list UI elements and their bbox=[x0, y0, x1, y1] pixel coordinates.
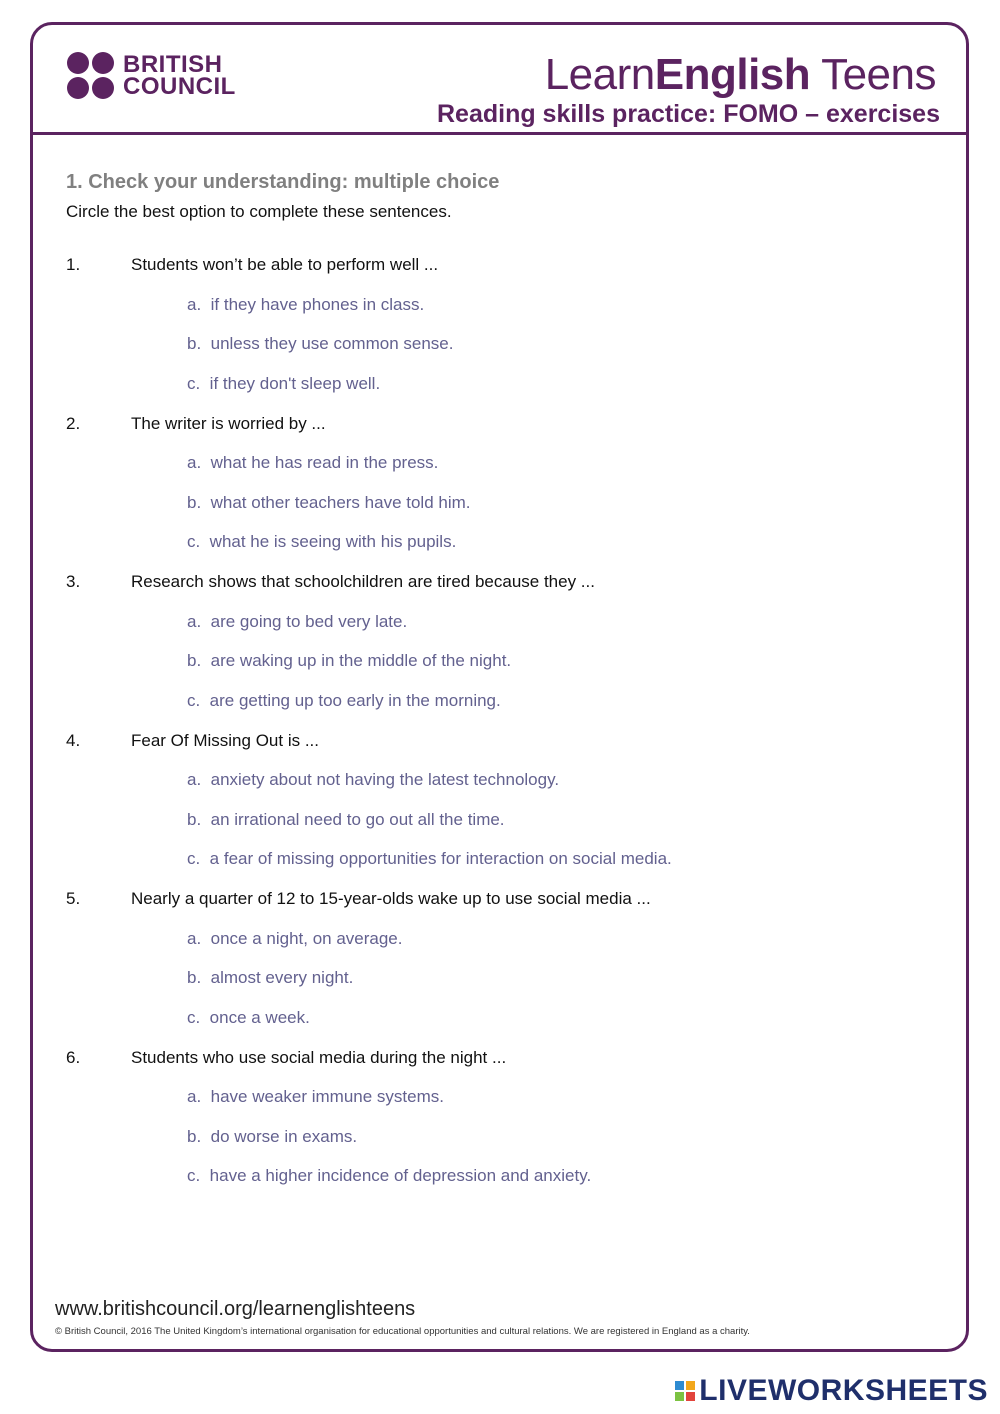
brand-teens: Teens bbox=[810, 50, 936, 99]
question-3-option-a[interactable]: a. are going to bed very late. bbox=[187, 611, 408, 631]
question-1-option-b[interactable]: b. unless they use common sense. bbox=[187, 334, 454, 353]
liveworksheets-text: LIVEWORKSHEETS bbox=[699, 1374, 988, 1407]
question-number: 2. bbox=[66, 413, 81, 433]
question-3-option-b[interactable]: b. are waking up in the middle of the night. bbox=[187, 651, 512, 670]
question-4 bbox=[66, 731, 319, 751]
question-6 bbox=[66, 1048, 506, 1068]
question-1 bbox=[66, 255, 438, 275]
question-number: 5. bbox=[66, 889, 81, 908]
question-3-option-c[interactable]: c. are getting up too early in the morning. bbox=[187, 690, 501, 710]
british-council-logo bbox=[67, 52, 236, 100]
question-number: 4. bbox=[66, 730, 81, 750]
british-council-dots-icon bbox=[67, 52, 115, 100]
question-4-option-a[interactable]: a. anxiety about not having the latest technology. bbox=[187, 770, 560, 789]
question-text: Students who use social media during the night ... bbox=[131, 1047, 507, 1067]
org-line-2: COUNCIL bbox=[123, 73, 236, 100]
question-text: Students won’t be able to perform well ... bbox=[131, 255, 439, 274]
question-5-option-a[interactable]: a. once a night, on average. bbox=[187, 928, 403, 948]
question-2-option-b[interactable]: b. what other teachers have told him. bbox=[187, 492, 471, 512]
question-5 bbox=[66, 889, 651, 909]
question-text: Fear Of Missing Out is ... bbox=[131, 730, 319, 750]
question-number: 3. bbox=[66, 572, 81, 591]
question-6-option-b[interactable]: b. do worse in exams. bbox=[187, 1126, 358, 1146]
copyright-notice: © British Council, 2016 The United Kingdom’s international organisation for educational opportunities and cultural relations. We are registered in England as a charity. bbox=[55, 1326, 750, 1337]
question-text: Nearly a quarter of 12 to 15-year-olds wake up to use social media ... bbox=[131, 889, 651, 908]
question-4-option-c[interactable]: c. a fear of missing opportunities for interaction on social media. bbox=[187, 849, 672, 868]
question-1-option-c[interactable]: c. if they don't sleep well. bbox=[187, 373, 381, 393]
british-council-wordmark bbox=[123, 51, 236, 100]
liveworksheets-icon bbox=[675, 1381, 695, 1401]
document-title: Reading skills practice: FOMO – exercises bbox=[436, 100, 940, 128]
question-2-option-a[interactable]: a. what he has read in the press. bbox=[187, 453, 439, 472]
question-2 bbox=[66, 414, 326, 434]
liveworksheets-watermark bbox=[675, 1374, 988, 1408]
question-6-option-a[interactable]: a. have weaker immune systems. bbox=[187, 1087, 444, 1106]
section-heading: 1. Check your understanding: multiple choice bbox=[66, 171, 500, 193]
question-text: The writer is worried by ... bbox=[131, 413, 326, 433]
header-divider bbox=[33, 132, 969, 135]
question-3 bbox=[66, 572, 595, 592]
question-6-option-c[interactable]: c. have a higher incidence of depression and anxiety. bbox=[187, 1166, 592, 1185]
org-line-1: BRITISH bbox=[123, 51, 223, 78]
question-text: Research shows that schoolchildren are tired because they ... bbox=[131, 572, 595, 591]
question-2-option-c[interactable]: c. what he is seeing with his pupils. bbox=[187, 532, 457, 551]
question-5-option-b[interactable]: b. almost every night. bbox=[187, 968, 354, 987]
question-number: 1. bbox=[66, 255, 81, 274]
brand-learn: Learn bbox=[544, 50, 655, 99]
question-4-option-b[interactable]: b. an irrational need to go out all the time. bbox=[187, 809, 505, 829]
learnenglish-teens-logo bbox=[545, 50, 936, 100]
question-5-option-c[interactable]: c. once a week. bbox=[187, 1007, 310, 1027]
question-1-option-a[interactable]: a. if they have phones in class. bbox=[187, 294, 425, 314]
instructions: Circle the best option to complete these sentences. bbox=[66, 202, 452, 221]
brand-english: English bbox=[654, 50, 811, 99]
footer-url[interactable]: www.britishcouncil.org/learnenglishteens bbox=[55, 1298, 416, 1320]
question-number: 6. bbox=[66, 1047, 81, 1067]
